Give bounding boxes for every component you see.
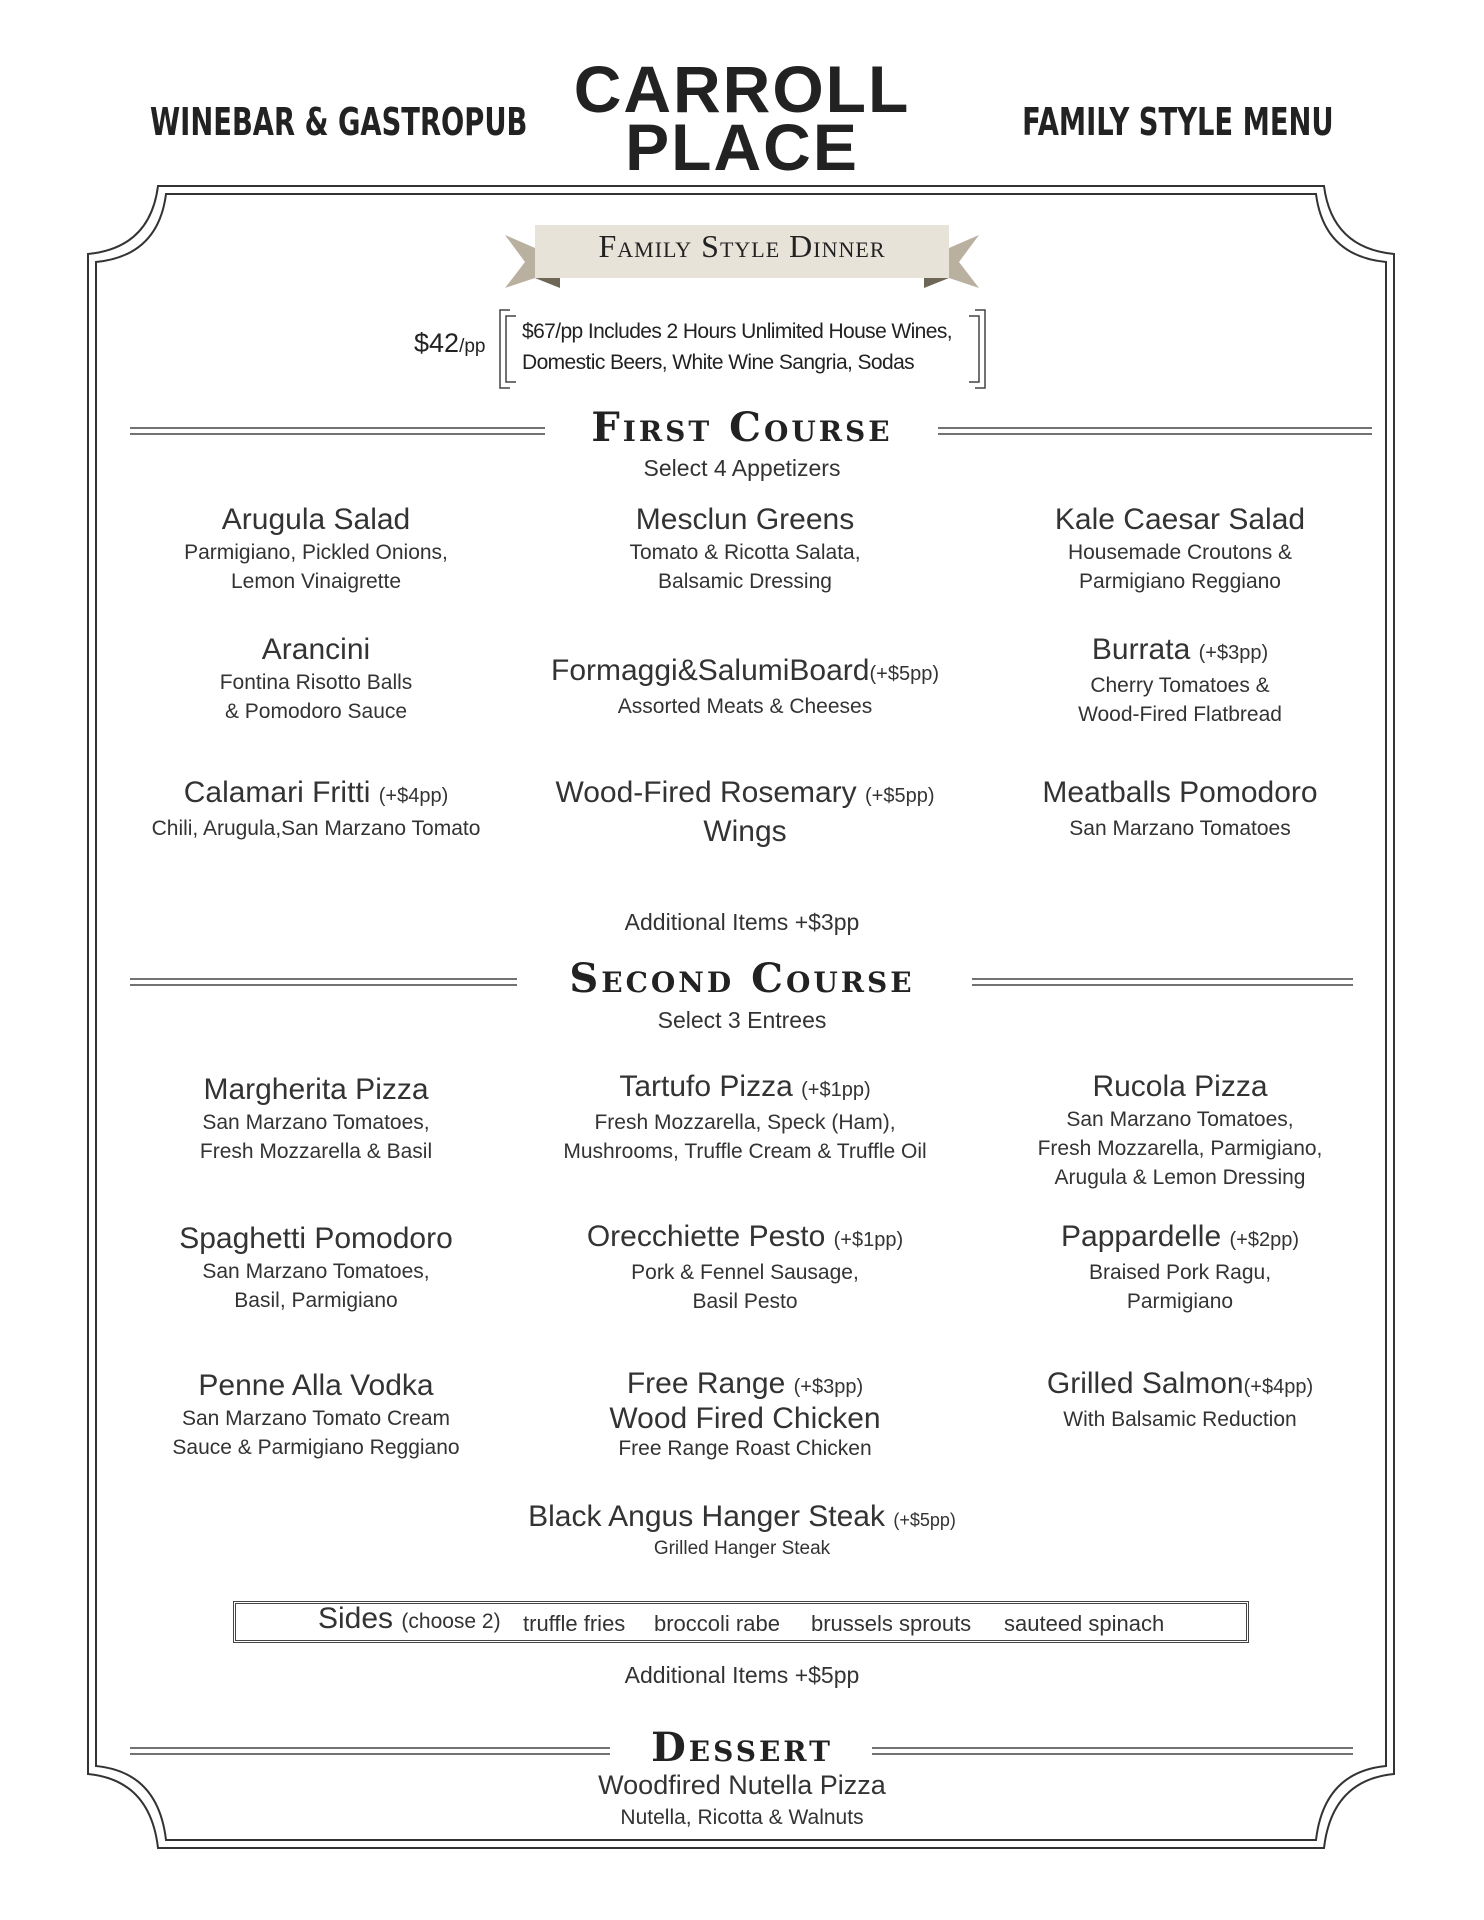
sides-box [233, 1601, 1249, 1643]
second-course-subtitle: Select 3 Entrees [657, 1007, 827, 1033]
second-course-title: Second Course [569, 955, 915, 1002]
brand-line-1: CARROLL [573, 52, 911, 126]
item-desc: Parmigiano [1126, 1290, 1234, 1313]
sides-note: (choose 2) [401, 1610, 501, 1633]
item-desc: & Pomodoro Sauce [224, 700, 408, 723]
item-desc: Grilled Hanger Steak [653, 1538, 831, 1559]
item-name: Orecchiette Pesto [586, 1220, 826, 1253]
menu-item [116, 1221, 516, 1315]
menu-item [520, 653, 970, 721]
menu-item [116, 1072, 516, 1166]
item-desc: Parmigiano, Pickled Onions, [184, 541, 448, 564]
menu-item [520, 1219, 970, 1316]
menu-item [116, 632, 516, 726]
item-name: Grilled Salmon [1046, 1367, 1244, 1400]
base-price-value: $42 [414, 328, 460, 358]
item-surcharge: (+$1pp) [833, 1229, 904, 1251]
menu-item [980, 775, 1380, 843]
item-desc: Nutella, Ricotta & Walnuts [620, 1806, 864, 1829]
banner-title: Family Style Dinner [598, 228, 886, 264]
item-name: Mesclun Greens [635, 503, 855, 536]
item-desc: San Marzano Tomatoes [1069, 817, 1291, 840]
menu-item [980, 632, 1380, 729]
item-name: Kale Caesar Salad [1054, 503, 1306, 536]
base-price-unit: /pp [459, 336, 486, 357]
item-desc: Braised Pork Ragu, [1088, 1261, 1272, 1284]
item-desc: Housemade Croutons & [1067, 541, 1293, 564]
dessert-title: Dessert [651, 1724, 833, 1771]
item-surcharge: (+$5pp) [865, 785, 935, 807]
item-name: Woodfired Nutella Pizza [598, 1770, 886, 1800]
item-desc: Pork & Fennel Sausage, [631, 1261, 859, 1284]
premium-price-note [522, 316, 982, 378]
item-name: Burrata [1091, 633, 1191, 666]
item-name: Arancini [261, 633, 371, 666]
item-desc: Mushrooms, Truffle Cream & Truffle Oil [563, 1140, 927, 1163]
item-desc: Fontina Risotto Balls [219, 671, 413, 694]
item-surcharge: (+$5pp) [893, 1510, 956, 1530]
item-name: Formaggi&SalumiBoard [551, 654, 870, 687]
item-desc: Cherry Tomatoes & [1090, 674, 1270, 697]
item-name-line-2: Wings [703, 815, 787, 848]
brand-line-2: PLACE [625, 110, 859, 184]
base-price [414, 328, 485, 359]
menu-item [545, 502, 945, 596]
first-course-title: First Course [591, 404, 893, 451]
side-option: truffle fries [523, 1611, 626, 1636]
side-option: broccoli rabe [654, 1611, 780, 1636]
sides-label-text: Sides [318, 1602, 394, 1635]
menu-item [542, 1767, 942, 1832]
item-name-line-2: Wood Fired Chicken [609, 1402, 881, 1435]
menu-item [116, 775, 516, 843]
side-option: sauteed spinach [1004, 1611, 1165, 1636]
item-surcharge: (+$1pp) [801, 1079, 871, 1101]
item-desc: Sauce & Parmigiano Reggiano [172, 1436, 460, 1459]
menu-item [980, 1069, 1380, 1192]
first-course-subtitle: Select 4 Appetizers [643, 455, 841, 481]
item-name: Pappardelle [1061, 1220, 1222, 1253]
item-surcharge: (+$3pp) [1198, 642, 1269, 664]
menu-item [980, 1219, 1380, 1316]
first-course-additional: Additional Items +$3pp [624, 909, 860, 935]
item-desc: Wood-Fired Flatbread [1078, 703, 1282, 726]
tagline-left: WINEBAR & GASTROPUB [150, 100, 528, 144]
item-name: Spaghetti Pomodoro [179, 1222, 453, 1255]
item-desc: Basil Pesto [692, 1290, 798, 1313]
item-desc: Parmigiano Reggiano [1079, 570, 1281, 593]
item-surcharge: (+$3pp) [793, 1376, 864, 1398]
item-name: Wood-Fired Rosemary [555, 776, 857, 809]
item-desc: Fresh Mozzarella, Speck (Ham), [594, 1111, 896, 1134]
item-name: Margherita Pizza [203, 1073, 429, 1106]
item-desc: Arugula & Lemon Dressing [1054, 1166, 1306, 1189]
item-desc: Tomato & Ricotta Salata, [629, 541, 861, 564]
menu-item [520, 775, 970, 850]
second-course-additional: Additional Items +$5pp [624, 1662, 860, 1688]
item-desc: Free Range Roast Chicken [618, 1437, 872, 1460]
item-name: Rucola Pizza [1092, 1070, 1268, 1103]
menu-item [492, 1499, 992, 1560]
item-desc: San Marzano Tomatoes, [202, 1260, 430, 1283]
item-name: Black Angus Hanger Steak [528, 1500, 885, 1533]
sides-label [318, 1602, 501, 1636]
item-surcharge: (+$2pp) [1229, 1229, 1299, 1251]
item-surcharge: (+$5pp) [869, 663, 939, 685]
item-desc: San Marzano Tomatoes, [1066, 1108, 1294, 1131]
premium-line-1: $67/pp Includes 2 Hours Unlimited House Wines, [522, 320, 952, 343]
item-surcharge: (+$4pp) [1243, 1376, 1314, 1398]
item-name: Tartufo Pizza [619, 1070, 793, 1103]
item-desc: Chili, Arugula,San Marzano Tomato [151, 817, 481, 840]
menu-item [116, 502, 516, 596]
item-desc: With Balsamic Reduction [1063, 1408, 1297, 1431]
item-desc: Assorted Meats & Cheeses [617, 695, 873, 718]
item-surcharge: (+$4pp) [378, 785, 449, 807]
menu-item [980, 502, 1380, 596]
item-name: Free Range [626, 1367, 786, 1400]
item-desc: Lemon Vinaigrette [230, 570, 402, 593]
item-desc: San Marzano Tomato Cream [181, 1407, 451, 1430]
item-desc: Basil, Parmigiano [234, 1289, 398, 1312]
item-name: Meatballs Pomodoro [1042, 776, 1318, 809]
premium-line-2: Domestic Beers, White Wine Sangria, Sodas [522, 351, 915, 374]
item-desc: Balsamic Dressing [658, 570, 832, 593]
side-option: brussels sprouts [811, 1611, 972, 1636]
item-desc: San Marzano Tomatoes, [202, 1111, 430, 1134]
menu-item [116, 1368, 516, 1462]
item-desc: Fresh Mozzarella, Parmigiano, [1037, 1137, 1323, 1160]
item-desc: Fresh Mozzarella & Basil [199, 1140, 433, 1163]
item-name: Arugula Salad [221, 503, 411, 536]
item-name: Calamari Fritti [183, 776, 371, 809]
menu-item [980, 1366, 1380, 1434]
menu-item [520, 1069, 970, 1166]
tagline-right: FAMILY STYLE MENU [1022, 100, 1334, 144]
item-name: Penne Alla Vodka [198, 1369, 434, 1402]
menu-item [545, 1368, 945, 1463]
